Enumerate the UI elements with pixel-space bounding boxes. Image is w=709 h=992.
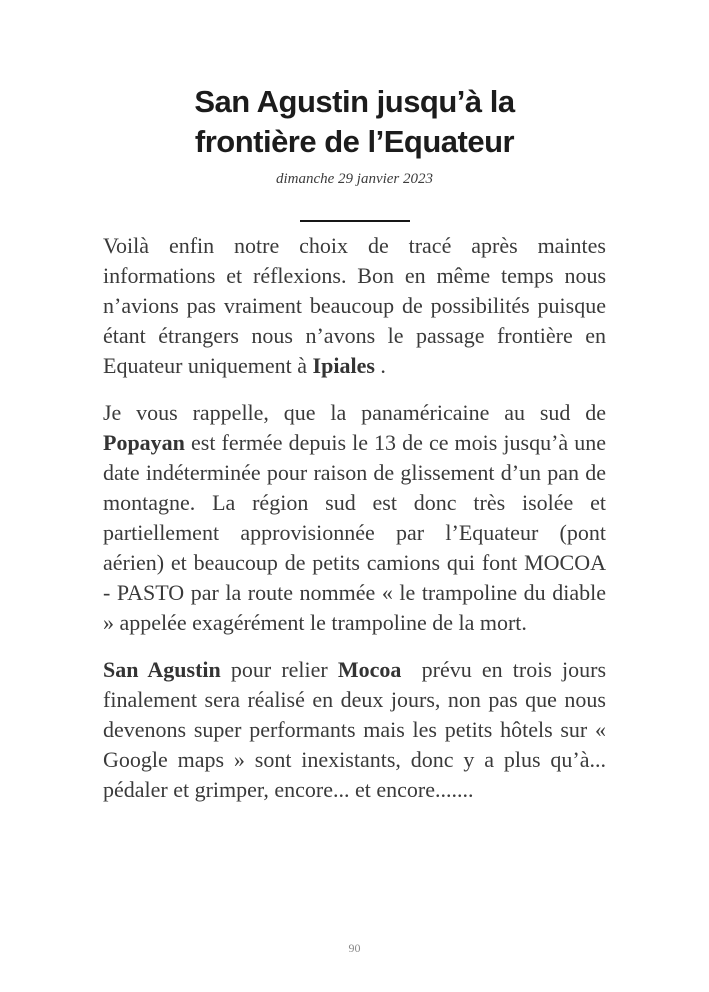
text-run: est fermée depuis le 13 de ce mois jusqu’à une date indéterminée pour raison de glissement d’un pan de montagne. La région sud est donc très isolée et partiellement approvisionnée par l’Equateur (pont aérien) et beaucoup de petits camions qui font MOCOA - PASTO par la route nommée « le trampoline du diable » appelée exagérément le trampoline de la mort.	[103, 430, 606, 635]
article-body	[103, 231, 606, 805]
bold-text-run: Ipiales	[312, 353, 375, 378]
paragraph	[103, 231, 606, 381]
page-number: 90	[348, 941, 361, 955]
text-run: .	[374, 353, 386, 378]
bold-text-run: San Agustin	[103, 657, 221, 682]
date-subtitle: dimanche 29 janvier 2023	[275, 171, 434, 187]
page-title-line-1: San Agustin jusqu’à la	[194, 84, 515, 119]
text-run: prévu en trois jours finalement sera réalisé en deux jours, non pas que nous devenons super performants mais les petits hôtels sur « Google maps » sont inexistants, donc y a plus qu’à... pédaler et grimper, encore... et encore.......	[103, 657, 607, 802]
text-run: Voilà enfin notre choix de tracé après maintes informations et réflexions. Bon en même temps nous n’avions pas vraiment beaucoup de possibilités puisque étant étrangers nous n’avons le passage frontière en Equateur uniquement à	[103, 233, 606, 378]
bold-text-run: Popayan	[103, 430, 185, 455]
bold-text-run: Mocoa	[337, 657, 402, 682]
section-divider	[300, 220, 410, 222]
paragraph	[103, 398, 606, 638]
page-title	[103, 82, 606, 162]
text-run: pour relier	[220, 657, 338, 682]
text-run: Je vous rappelle, que la panaméricaine au sud de	[103, 400, 606, 425]
page-title-line-2: frontière de l’Equateur	[194, 124, 515, 159]
paragraph	[103, 655, 606, 805]
page-content	[103, 0, 606, 822]
